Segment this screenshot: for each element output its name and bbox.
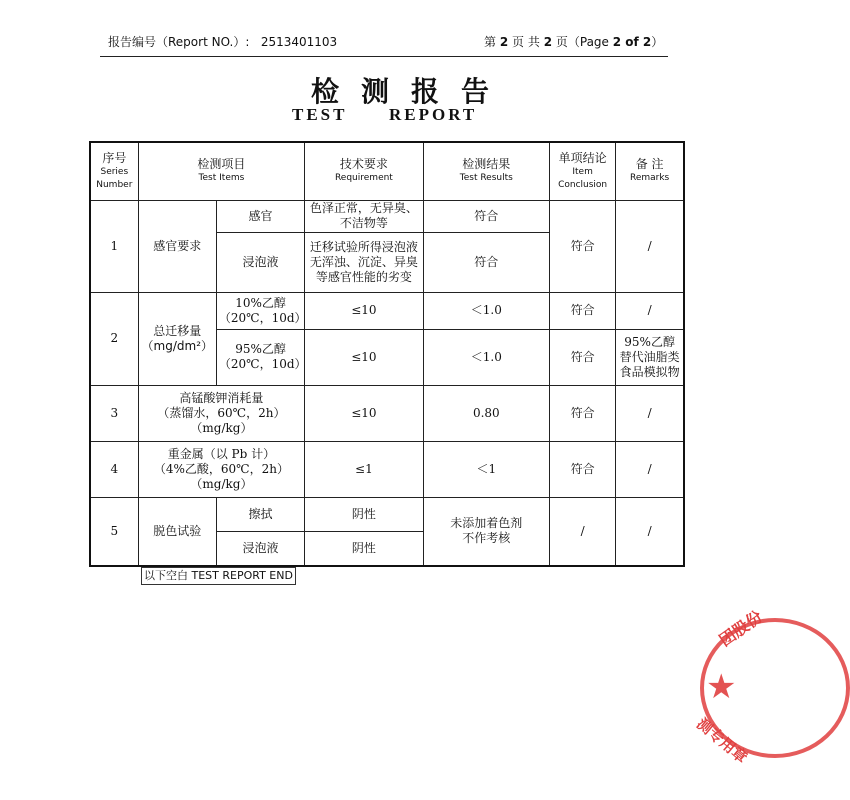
remark-cell: / [616, 200, 684, 292]
test-item-line: 高锰酸钾消耗量 [179, 390, 264, 405]
page-of: 2 of 2 [612, 35, 652, 49]
requirement-cell: 迁移试验所得浸泡液无浑浊、沉淀、异臭等感官性能的劣变 [305, 232, 423, 292]
conclusion-cell: 符合 [550, 385, 616, 441]
header-text: Number [96, 179, 133, 190]
conclusion-cell: / [550, 497, 616, 566]
test-item: 脱色试验 [138, 497, 216, 566]
row-number: 3 [90, 385, 138, 441]
test-item-line: （mg/dm²） [141, 338, 214, 353]
test-item: 感官要求 [138, 200, 216, 292]
table-header-row [90, 142, 684, 200]
result-cell: ＜1.0 [423, 292, 549, 329]
test-subitem-line: （20℃，10d） [218, 357, 307, 371]
report-number-value: 2513401103 [260, 35, 338, 49]
test-item [138, 385, 305, 441]
requirement-cell: ≤10 [305, 329, 423, 385]
remark-cell: / [616, 497, 684, 566]
header-divider [100, 56, 668, 57]
remark-line: 95%乙醇 [624, 334, 675, 349]
table-row [90, 497, 684, 531]
requirement-cell: 阴性 [305, 531, 423, 566]
remark-cell: / [616, 441, 684, 497]
header-text: Series [100, 166, 129, 177]
header-text: 序号 [102, 150, 127, 165]
seal-text-bottom: 测专用章 [693, 714, 751, 767]
page-total: 2 [543, 35, 553, 49]
official-seal [693, 606, 800, 767]
header-requirement [305, 142, 423, 200]
test-item [138, 441, 305, 497]
test-subitem [216, 292, 307, 329]
header-text: 检测结果 [462, 157, 511, 172]
test-subitem: 浸泡液 [216, 531, 304, 566]
header-text: 备 注 [635, 157, 664, 172]
table-row [90, 441, 684, 497]
remark-cell [616, 329, 684, 385]
test-subitem: 感官 [216, 200, 304, 232]
header-text: Test Items [198, 173, 245, 184]
test-subitem-line: 10%乙醇 [235, 295, 286, 310]
remark-cell: / [616, 292, 684, 329]
page-text: 第 [484, 35, 497, 49]
test-item-line: 总迁移量 [153, 323, 202, 338]
row-number: 4 [90, 441, 138, 497]
result-line: 未添加着色剂 [450, 516, 523, 531]
seal-text-top: 团股份 [715, 606, 766, 651]
page-indicator [484, 33, 663, 50]
header-text: Conclusion [558, 179, 608, 190]
table-row [90, 292, 684, 329]
result-cell: ＜1.0 [423, 329, 549, 385]
header-text: 检测项目 [197, 157, 246, 172]
result-cell: 符合 [423, 200, 549, 232]
report-number [108, 33, 337, 50]
row-number: 2 [90, 292, 138, 385]
report-end-note: 以下空白 TEST REPORT END [141, 567, 296, 585]
remark-line: 替代油脂类 [619, 349, 680, 364]
page-title: 检测报告 [310, 75, 511, 108]
page-title-en-2: REPORT [389, 105, 478, 124]
conclusion-cell: 符合 [550, 200, 616, 292]
header-test-items [138, 142, 305, 200]
header-conclusion [550, 142, 616, 200]
row-number: 1 [90, 200, 138, 292]
requirement-cell: ≤10 [305, 292, 423, 329]
remark-line: 食品模拟物 [619, 364, 680, 379]
result-cell: 0.80 [423, 385, 549, 441]
conclusion-cell: 符合 [550, 329, 616, 385]
table-row [90, 200, 684, 232]
test-item [138, 292, 216, 385]
test-item-line: （4%乙酸，60℃，2h） [153, 461, 289, 476]
result-cell [423, 497, 549, 566]
page-title-en-1: TEST [292, 105, 348, 124]
requirement-cell: ≤1 [305, 441, 423, 497]
test-item-line: （mg/kg） [190, 476, 253, 491]
seal-star-icon: ★ [706, 667, 737, 707]
conclusion-cell: 符合 [550, 292, 616, 329]
page-number: 2 [499, 35, 509, 49]
conclusion-cell: 符合 [550, 441, 616, 497]
result-line: 不作考核 [462, 531, 511, 546]
header-text: Test Results [459, 173, 513, 184]
test-subitem: 浸泡液 [216, 232, 304, 292]
test-subitem: 擦拭 [216, 497, 304, 531]
test-subitem-line: 95%乙醇 [235, 342, 286, 356]
table-row [90, 385, 684, 441]
remark-cell: / [616, 385, 684, 441]
page-text: 页 共 [512, 35, 540, 49]
requirement-cell: 阴性 [305, 497, 423, 531]
header-text: Requirement [334, 173, 393, 184]
test-item-line: （蒸馏水，60℃，2h） [157, 405, 286, 420]
test-report-table [89, 141, 685, 567]
page-text: 页（Page [555, 35, 609, 49]
header-text: 技术要求 [339, 157, 388, 172]
header-series [90, 142, 138, 200]
result-cell: 符合 [423, 232, 549, 292]
row-number: 5 [90, 497, 138, 566]
page-text: ） [651, 35, 664, 49]
test-item-line: （mg/kg） [190, 420, 253, 435]
report-number-label: 报告编号（Report NO.）: [108, 35, 250, 49]
test-item-line: 重金属（以 Pb 计） [167, 446, 276, 461]
requirement-cell: ≤10 [305, 385, 423, 441]
header-text: Item [572, 166, 593, 177]
test-subitem [216, 329, 307, 385]
requirement-cell: 色泽正常，无异臭、不洁物等 [305, 200, 423, 232]
test-subitem-line: （20℃，10d） [218, 310, 307, 325]
header-text: Remarks [629, 173, 670, 184]
header-results [423, 142, 549, 200]
header-text: 单项结论 [558, 150, 607, 165]
header-remarks [616, 142, 684, 200]
result-cell: ＜1 [423, 441, 549, 497]
